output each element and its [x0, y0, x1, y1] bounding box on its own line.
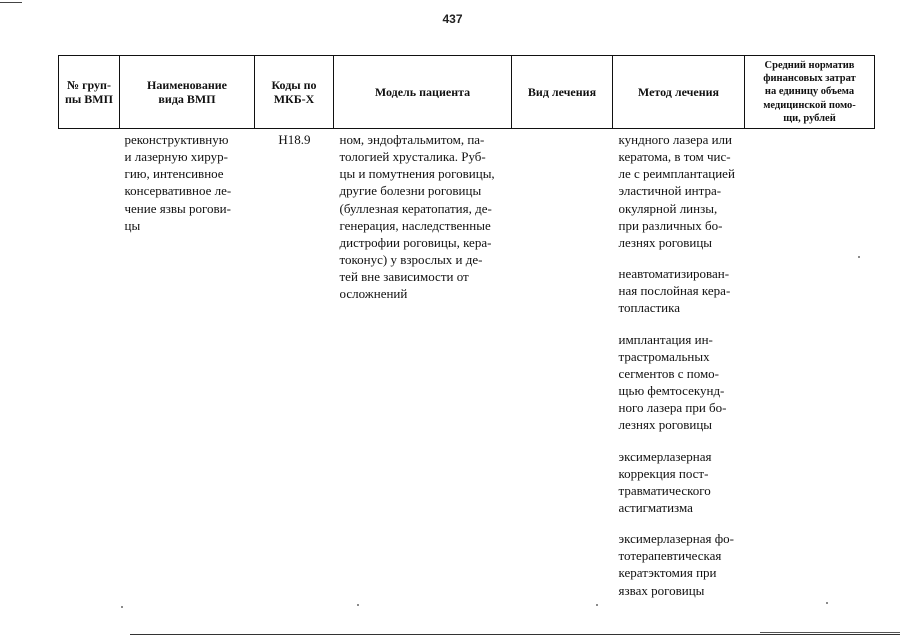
header-patient-model: Модель пациента	[334, 56, 512, 129]
method-item: имплантация ин- трастромальных сегментов с помо- щью фемтосекунд- ного лазера при бо- лезнях роговицы	[618, 331, 727, 433]
cell-patient-model: ном, эндофтальмитом, па- тологией хрусталика. Руб- цы и помутнения роговицы, другие болезни роговицы (буллезная кератопатия, де- генерация, наследственные дистрофии роговицы, кера- токонус) у взрослых и де- тей вне зависимости от осложнений	[339, 132, 495, 302]
method-item: кундного лазера или кератома, в том чис- ле с реимплантацией эластичной интра- окулярной линзы, при различных бо- лезнях роговицы	[618, 132, 735, 250]
cell-group-number	[59, 129, 120, 613]
header-treatment-method: Метод лечения	[613, 56, 745, 129]
method-item: неавтоматизирован- ная послойная кера- топластика	[618, 266, 731, 316]
method-item: эксимерлазерная фо- тотерапевтическая кератэктомия при язвах роговицы	[618, 531, 734, 598]
page-number: 437	[442, 12, 463, 26]
header-vmp-name: Наименование вида ВМП	[120, 56, 255, 129]
table-header-row	[59, 56, 875, 129]
bottom-divider-accent	[760, 632, 900, 633]
scan-dot	[858, 256, 860, 258]
bottom-divider	[130, 634, 900, 635]
scan-dot	[357, 604, 359, 606]
method-item: эксимерлазерная коррекция пост- травматического астигматизма	[618, 448, 712, 515]
scan-dot	[596, 604, 598, 606]
vmp-table	[58, 55, 875, 613]
cell-treatment-type	[512, 129, 613, 613]
header-group-number: № груп- пы ВМП	[59, 56, 120, 129]
header-icd-codes: Коды по МКБ-Х	[255, 56, 334, 129]
cell-vmp-name: реконструктивную и лазерную хирур- гию, интенсивное консервативное ле- чение язвы рогови- цы	[124, 132, 232, 233]
table-row	[59, 129, 875, 613]
scan-dot	[121, 606, 123, 608]
cell-icd-codes: H18.9	[278, 132, 311, 147]
header-cost-standard: Средний норматив финансовых затрат на единицу объема медицинской помо- щи, рублей	[745, 56, 875, 129]
scan-dot	[826, 602, 828, 604]
cell-cost	[745, 129, 875, 613]
cell-treatment-methods	[613, 129, 745, 613]
scan-edge-mark	[0, 2, 22, 3]
header-treatment-type: Вид лечения	[512, 56, 613, 129]
